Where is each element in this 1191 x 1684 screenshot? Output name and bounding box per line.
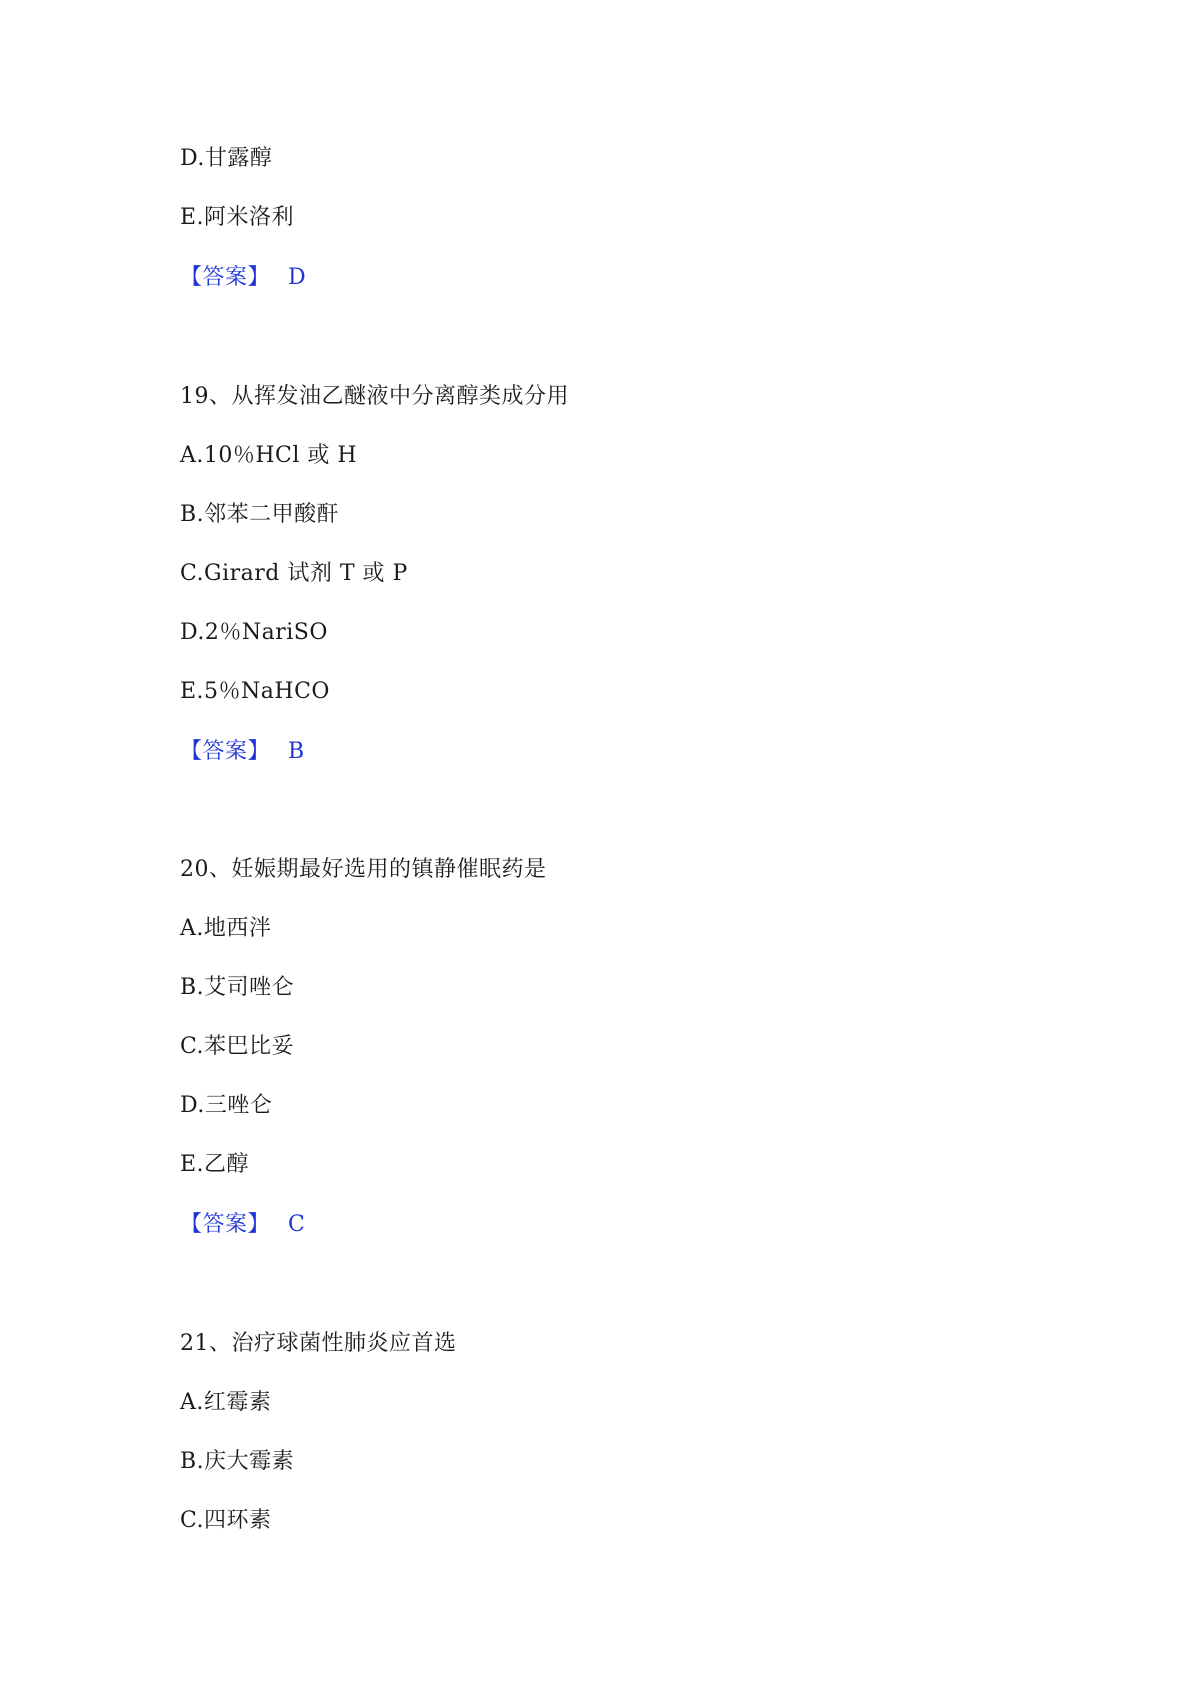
option-c: C.Girard 试剂 T 或 P — [180, 561, 408, 586]
question-title: 21、治疗球菌性肺炎应首选 — [180, 1331, 457, 1356]
option-a: A.红霉素 — [180, 1390, 272, 1415]
answer-row — [180, 737, 305, 767]
option-a: A.地西泮 — [180, 916, 272, 941]
answer-row — [180, 263, 306, 293]
answer-value: D — [288, 265, 307, 290]
answer-label: 【答案】 — [180, 265, 271, 290]
option-e: E.5％NaHCO — [180, 679, 330, 704]
option-b: B.艾司唑仑 — [180, 975, 295, 1000]
question-title: 20、妊娠期最好选用的镇静催眠药是 — [180, 857, 547, 882]
option-d: D.2％NariSO — [180, 620, 328, 645]
option-e: E.阿米洛利 — [180, 205, 295, 230]
option-c: C.苯巴比妥 — [180, 1034, 295, 1059]
answer-label: 【答案】 — [180, 739, 271, 764]
question-title: 19、从挥发油乙醚液中分离醇类成分用 — [180, 384, 569, 409]
option-d: D.三唑仑 — [180, 1093, 273, 1118]
answer-value: C — [288, 1212, 306, 1237]
option-b: B.邻苯二甲酸酐 — [180, 502, 340, 527]
option-c: C.四环素 — [180, 1508, 272, 1533]
answer-label: 【答案】 — [180, 1212, 271, 1237]
answer-value: B — [288, 739, 305, 764]
answer-row — [180, 1210, 305, 1240]
option-b: B.庆大霉素 — [180, 1449, 295, 1474]
option-e: E.乙醇 — [180, 1152, 250, 1177]
option-d: D.甘露醇 — [180, 146, 273, 171]
option-a: A.10％HCl 或 H — [180, 443, 358, 468]
